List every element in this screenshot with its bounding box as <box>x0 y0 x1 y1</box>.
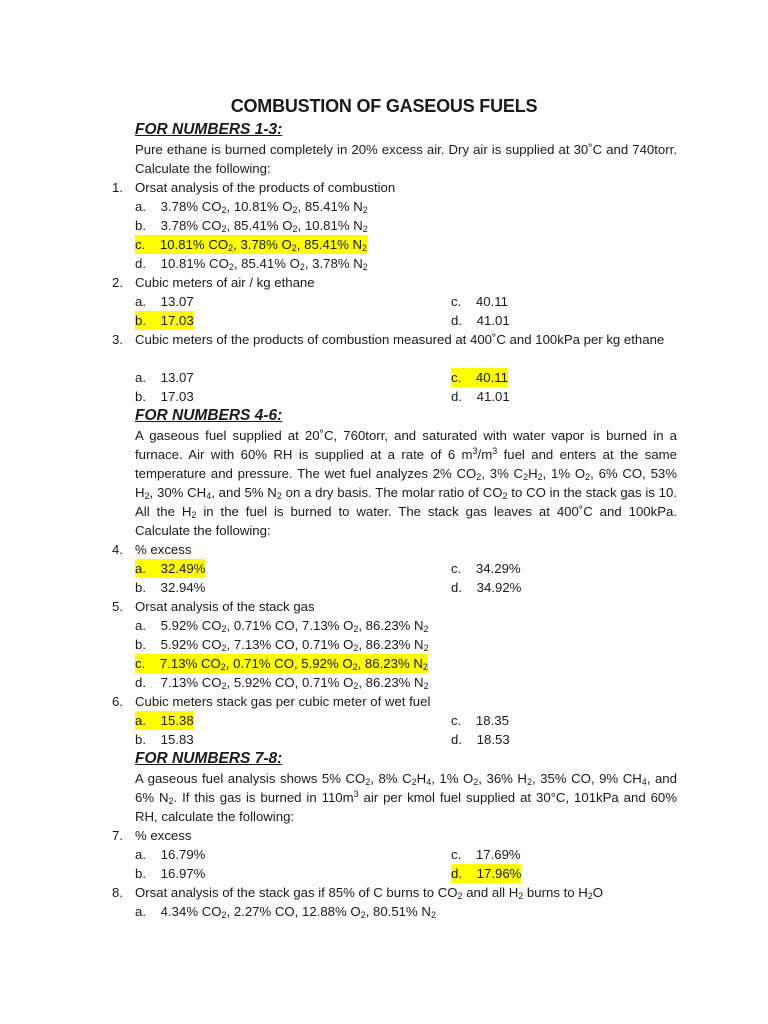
question-4 <box>0 540 768 559</box>
option-1c[interactable] <box>135 235 367 254</box>
question-8 <box>0 883 768 902</box>
option-letter: b. <box>135 313 146 328</box>
option-6c[interactable] <box>451 711 509 730</box>
question-3 <box>0 330 768 368</box>
option-letter: c. <box>451 847 462 862</box>
option-4b[interactable] <box>135 578 205 597</box>
option-letter: b. <box>135 218 146 233</box>
option-letter: a. <box>135 561 146 576</box>
option-letter: c. <box>135 237 146 252</box>
option-3b[interactable] <box>135 387 194 406</box>
question-number: 2. <box>112 275 123 290</box>
option-text: 15.83 <box>160 732 194 747</box>
option-letter: d. <box>451 866 462 881</box>
option-7b[interactable] <box>135 864 205 883</box>
option-text: 17.96% <box>476 866 522 881</box>
option-letter: d. <box>451 313 462 328</box>
option-row <box>0 711 768 730</box>
question-5 <box>0 597 768 616</box>
option-7a[interactable] <box>135 845 205 864</box>
option-2d[interactable] <box>451 311 510 330</box>
option-text: 5.92% $CO_2$, 7.13% CO, 0.71% $O_2$, 86.23% $N_2$ <box>160 637 429 653</box>
question-number: 3. <box>112 332 123 347</box>
section-heading-7-8: FOR NUMBERS 7-8: <box>135 750 283 767</box>
section-heading-1-3: FOR NUMBERS 1-3: <box>135 121 283 138</box>
option-text: 18.53 <box>476 732 510 747</box>
question-text: Cubic meters of the products of combustion measured at 400˚C and 100kPa per kg ethane <box>135 332 665 347</box>
option-letter: c. <box>451 370 462 385</box>
question-text: % excess <box>135 828 192 843</box>
option-letter: d. <box>451 580 462 595</box>
document-title: COMBUSTION OF GASEOUS FUELS <box>230 96 538 116</box>
question-1 <box>0 178 768 197</box>
question-number: 4. <box>112 542 123 557</box>
question-text: Cubic meters of air / kg ethane <box>135 275 315 290</box>
question-text: % excess <box>135 542 192 557</box>
option-row <box>0 578 768 597</box>
option-letter: a. <box>135 618 146 633</box>
option-letter: d. <box>451 389 462 404</box>
question-6 <box>0 692 768 711</box>
option-2b[interactable] <box>135 311 194 330</box>
option-5b[interactable] <box>135 635 429 654</box>
option-5d[interactable] <box>135 673 429 692</box>
option-letter: b. <box>135 866 146 881</box>
option-text: 17.03 <box>160 313 194 328</box>
option-5c[interactable] <box>135 654 428 673</box>
problem-statement-7-8: A gaseous fuel analysis shows 5% $CO_2$, 8% $C_2H_4$, 1% $O_2$, 36% $H_2$, 35% CO, 9% $CH_4$, and 6% $N_2$. If this gas is burned in $110m^3$ air per kmol fuel supplied at 30°C, 101kPa and 60% RH, calculate the following: <box>135 771 677 824</box>
option-letter: a. <box>135 294 146 309</box>
option-letter: a. <box>135 199 146 214</box>
option-row <box>0 235 768 254</box>
option-row <box>0 292 768 311</box>
question-7 <box>0 826 768 845</box>
option-row <box>0 730 768 749</box>
option-4c[interactable] <box>451 559 521 578</box>
option-row <box>0 864 768 883</box>
option-letter: a. <box>135 713 146 728</box>
option-text: 40.11 <box>475 294 508 309</box>
option-row <box>0 216 768 235</box>
question-text: Orsat analysis of the stack gas <box>135 599 315 614</box>
option-6a[interactable] <box>135 711 194 730</box>
option-letter: b. <box>135 580 146 595</box>
option-6b[interactable] <box>135 730 194 749</box>
option-text: 13.07 <box>160 294 194 309</box>
option-3a[interactable] <box>135 368 194 387</box>
option-7d[interactable] <box>451 864 521 883</box>
option-row <box>0 254 768 273</box>
option-row <box>0 311 768 330</box>
option-row <box>0 616 768 635</box>
option-letter: c. <box>451 561 462 576</box>
option-row <box>0 845 768 864</box>
option-row <box>0 559 768 578</box>
question-number: 8. <box>112 885 123 900</box>
option-text: 34.29% <box>475 561 521 576</box>
option-text: 17.03 <box>160 389 194 404</box>
option-text: 16.97% <box>160 866 206 881</box>
option-letter: c. <box>135 656 146 671</box>
option-letter: a. <box>135 904 146 919</box>
option-text: 3.78% $CO_2$, 10.81% $O_2$, 85.41% $N_2$ <box>160 199 368 215</box>
option-row <box>0 197 768 216</box>
problem-statement-4-6: A gaseous fuel supplied at 20˚C, 760torr, and saturated with water vapor is burned in a furnace. Air with 60% RH is supplied at a rate of 6 $m^3/m^3$ fuel and enters at the same temperature and pressure. The wet fuel analyzes 2% $CO_2$, 3% $C_2H_2$, 1% $O_2$, 6% CO, 53% $H_2$, 30% $CH_4$, and 5% $N_2$ on a dry basis. The molar ratio of $CO_2$ to CO in the stack gas is 10. All the $H_2$ in the fuel is burned to water. The stack gas leaves at 400˚C and 100kPa. Calculate the following: <box>135 428 678 538</box>
option-text: 10.81% $CO_2$, 85.41% $O_2$, 3.78% $N_2$ <box>160 256 368 272</box>
option-2a[interactable] <box>135 292 194 311</box>
question-number: 1. <box>112 180 123 195</box>
option-letter: d. <box>135 256 146 271</box>
question-number: 7. <box>112 828 123 843</box>
option-5a[interactable] <box>135 616 429 635</box>
option-letter: b. <box>135 637 146 652</box>
option-text: 41.01 <box>476 313 510 328</box>
option-row <box>0 368 768 387</box>
option-4d[interactable] <box>451 578 521 597</box>
option-text: 32.94% <box>160 580 206 595</box>
option-row <box>0 902 768 921</box>
option-letter: d. <box>135 675 146 690</box>
option-1b[interactable] <box>135 216 368 235</box>
option-text: 32.49% <box>160 561 206 576</box>
problem-statement-1-3: Pure ethane is burned completely in 20% excess air. Dry air is supplied at 30˚C and 740torr. Calculate the following: <box>135 142 677 176</box>
option-text: 13.07 <box>160 370 194 385</box>
option-text: 41.01 <box>476 389 510 404</box>
option-text: 7.13% $CO_2$, 0.71% CO, 5.92% $O_2$, 86.23% $N_2$ <box>159 656 428 672</box>
option-text: 5.92% $CO_2$, 0.71% CO, 7.13% $O_2$, 86.23% $N_2$ <box>160 618 429 634</box>
option-text: 17.69% <box>475 847 521 862</box>
option-letter: b. <box>135 732 146 747</box>
document-content <box>0 120 768 921</box>
option-8a[interactable] <box>135 902 436 921</box>
option-6d[interactable] <box>451 730 510 749</box>
option-text: 40.11 <box>475 370 508 385</box>
option-text: 3.78% $CO_2$, 85.41% $O_2$, 10.81% $N_2$ <box>160 218 368 234</box>
option-text: 18.35 <box>475 713 509 728</box>
option-1a[interactable] <box>135 197 368 216</box>
question-number: 5. <box>112 599 123 614</box>
option-3c[interactable] <box>451 368 508 387</box>
option-row <box>0 654 768 673</box>
option-text: 34.92% <box>476 580 522 595</box>
option-letter: c. <box>451 294 462 309</box>
option-row <box>0 635 768 654</box>
option-letter: a. <box>135 370 146 385</box>
option-row <box>0 673 768 692</box>
option-text: 10.81% $CO_2$, 3.78% $O_2$, 85.41% $N_2$ <box>159 237 368 253</box>
option-letter: c. <box>451 713 462 728</box>
option-3d[interactable] <box>451 387 510 406</box>
option-2c[interactable] <box>451 292 508 311</box>
option-text: 16.79% <box>160 847 206 862</box>
option-row <box>0 387 768 406</box>
option-4a[interactable] <box>135 559 205 578</box>
question-text: Cubic meters stack gas per cubic meter of wet fuel <box>135 694 431 709</box>
option-letter: a. <box>135 847 146 862</box>
question-2 <box>0 273 768 292</box>
question-text: Orsat analysis of the products of combustion <box>135 180 396 195</box>
option-letter: d. <box>451 732 462 747</box>
option-text: 15.38 <box>160 713 194 728</box>
option-text: 4.34% $CO_2$, 2.27% CO, 12.88% $O_2$, 80.51% $N_2$ <box>160 904 436 920</box>
option-7c[interactable] <box>451 845 521 864</box>
option-text: 7.13% $CO_2$, 5.92% CO, 0.71% $O_2$, 86.23% $N_2$ <box>160 675 429 691</box>
question-number: 6. <box>112 694 123 709</box>
option-letter: b. <box>135 389 146 404</box>
question-text: Orsat analysis of the stack gas if 85% of C burns to $CO_2$ and all $H_2$ burns to $H_2O$ <box>135 885 604 901</box>
option-1d[interactable] <box>135 254 368 273</box>
section-heading-4-6: FOR NUMBERS 4-6: <box>135 407 283 424</box>
